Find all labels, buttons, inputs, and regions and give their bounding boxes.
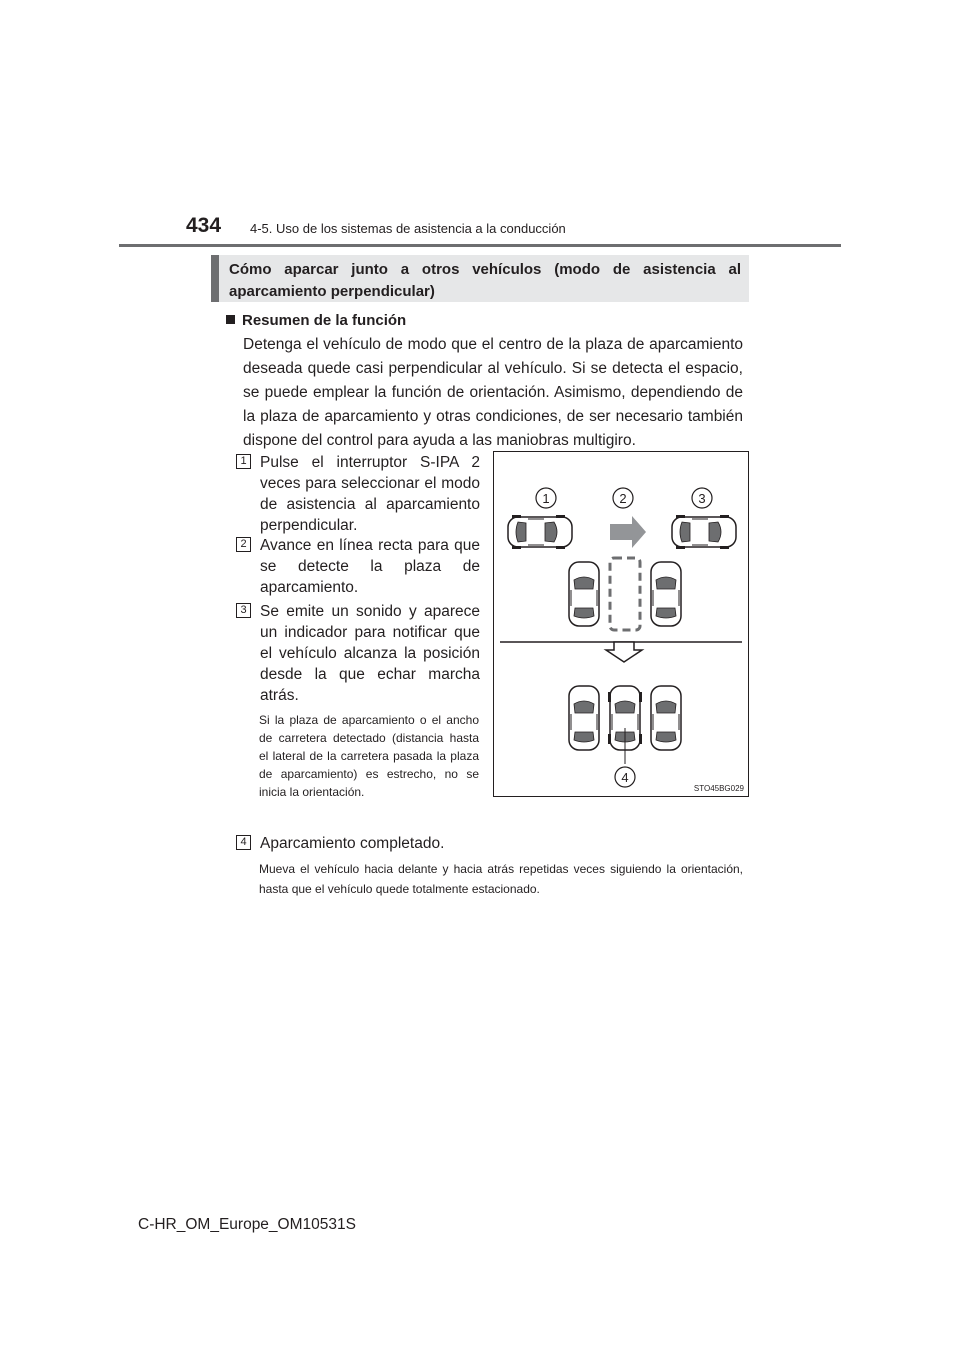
parked-car-left-final bbox=[569, 686, 599, 750]
parked-car-right-final bbox=[651, 686, 681, 750]
svg-text:1: 1 bbox=[542, 491, 550, 506]
diagram-label-2 bbox=[613, 488, 633, 508]
step-4 bbox=[236, 833, 536, 854]
step-number: 2 bbox=[236, 537, 251, 552]
figure-id: STO45BG029 bbox=[693, 784, 744, 793]
step-number: 1 bbox=[236, 454, 251, 469]
step-4-note: Mueva el vehículo hacia delante y hacia atrás repetidas veces siguiendo la orientación, hasta que el vehículo quede totalmente estacionado. bbox=[259, 862, 743, 896]
step-number: 3 bbox=[236, 603, 251, 618]
parked-car-left bbox=[569, 562, 599, 626]
title-text: Cómo aparcar junto a otros vehículos (modo de asistencia al aparcamiento perpendicular) bbox=[229, 261, 741, 300]
detected-space bbox=[610, 558, 640, 630]
parking-diagram bbox=[493, 451, 749, 797]
svg-text:4: 4 bbox=[621, 770, 629, 785]
section-header: 4-5. Uso de los sistemas de asistencia a la conducción bbox=[250, 221, 566, 236]
svg-text:2: 2 bbox=[619, 491, 627, 506]
intro-paragraph: Detenga el vehículo de modo que el centro de la plaza de aparcamiento deseada quede casi perpendicular al vehículo. Si se detecta el espacio, se puede emplear la función de orientación. Asimismo, dependiendo de la plaza de aparcamiento y otras condiciones, de ser necesario también dispone del control para ayuda a las maniobras multigiro. bbox=[243, 336, 743, 449]
diagram-label-4 bbox=[615, 767, 635, 787]
square-bullet-icon bbox=[226, 315, 235, 324]
step-text: Se emite un sonido y aparece un indicador para notificar que el vehículo alcanza la posición desde la que echar marcha atrás. bbox=[260, 603, 480, 704]
step-text: Pulse el interruptor S-IPA 2 veces para seleccionar el modo de asistencia al aparcamiento perpendicular. bbox=[260, 454, 480, 534]
title-box bbox=[211, 255, 749, 302]
car-position-3 bbox=[672, 515, 736, 549]
car-position-1 bbox=[508, 515, 572, 549]
subheading-text: Resumen de la función bbox=[242, 312, 407, 329]
parking-diagram-illustration bbox=[494, 452, 748, 796]
step-3-note: Si la plaza de aparcamiento o el ancho de carretera detectado (distancia hasta el lateral de la carretera pasada la plaza de aparcamiento) es estrecho, no se inicia la orientación. bbox=[259, 713, 479, 799]
subheading bbox=[226, 312, 406, 329]
step-number: 4 bbox=[236, 835, 251, 850]
page-number: 434 bbox=[186, 214, 222, 237]
svg-text:3: 3 bbox=[698, 491, 706, 506]
down-arrow-icon bbox=[606, 642, 642, 662]
diagram-label-3 bbox=[692, 488, 712, 508]
parked-car-right bbox=[651, 562, 681, 626]
step-text: Avance en línea recta para que se detecte la plaza de aparcamiento. bbox=[260, 537, 480, 596]
parked-own-car bbox=[608, 686, 642, 764]
step-3 bbox=[236, 601, 480, 706]
footer-doc-id: C-HR_OM_Europe_OM10531S bbox=[138, 1216, 356, 1233]
step-1 bbox=[236, 452, 480, 536]
step-text: Aparcamiento completado. bbox=[260, 835, 445, 852]
header-rule bbox=[119, 244, 841, 247]
step-2 bbox=[236, 535, 480, 598]
diagram-label-1 bbox=[536, 488, 556, 508]
forward-arrow-icon bbox=[610, 516, 646, 548]
